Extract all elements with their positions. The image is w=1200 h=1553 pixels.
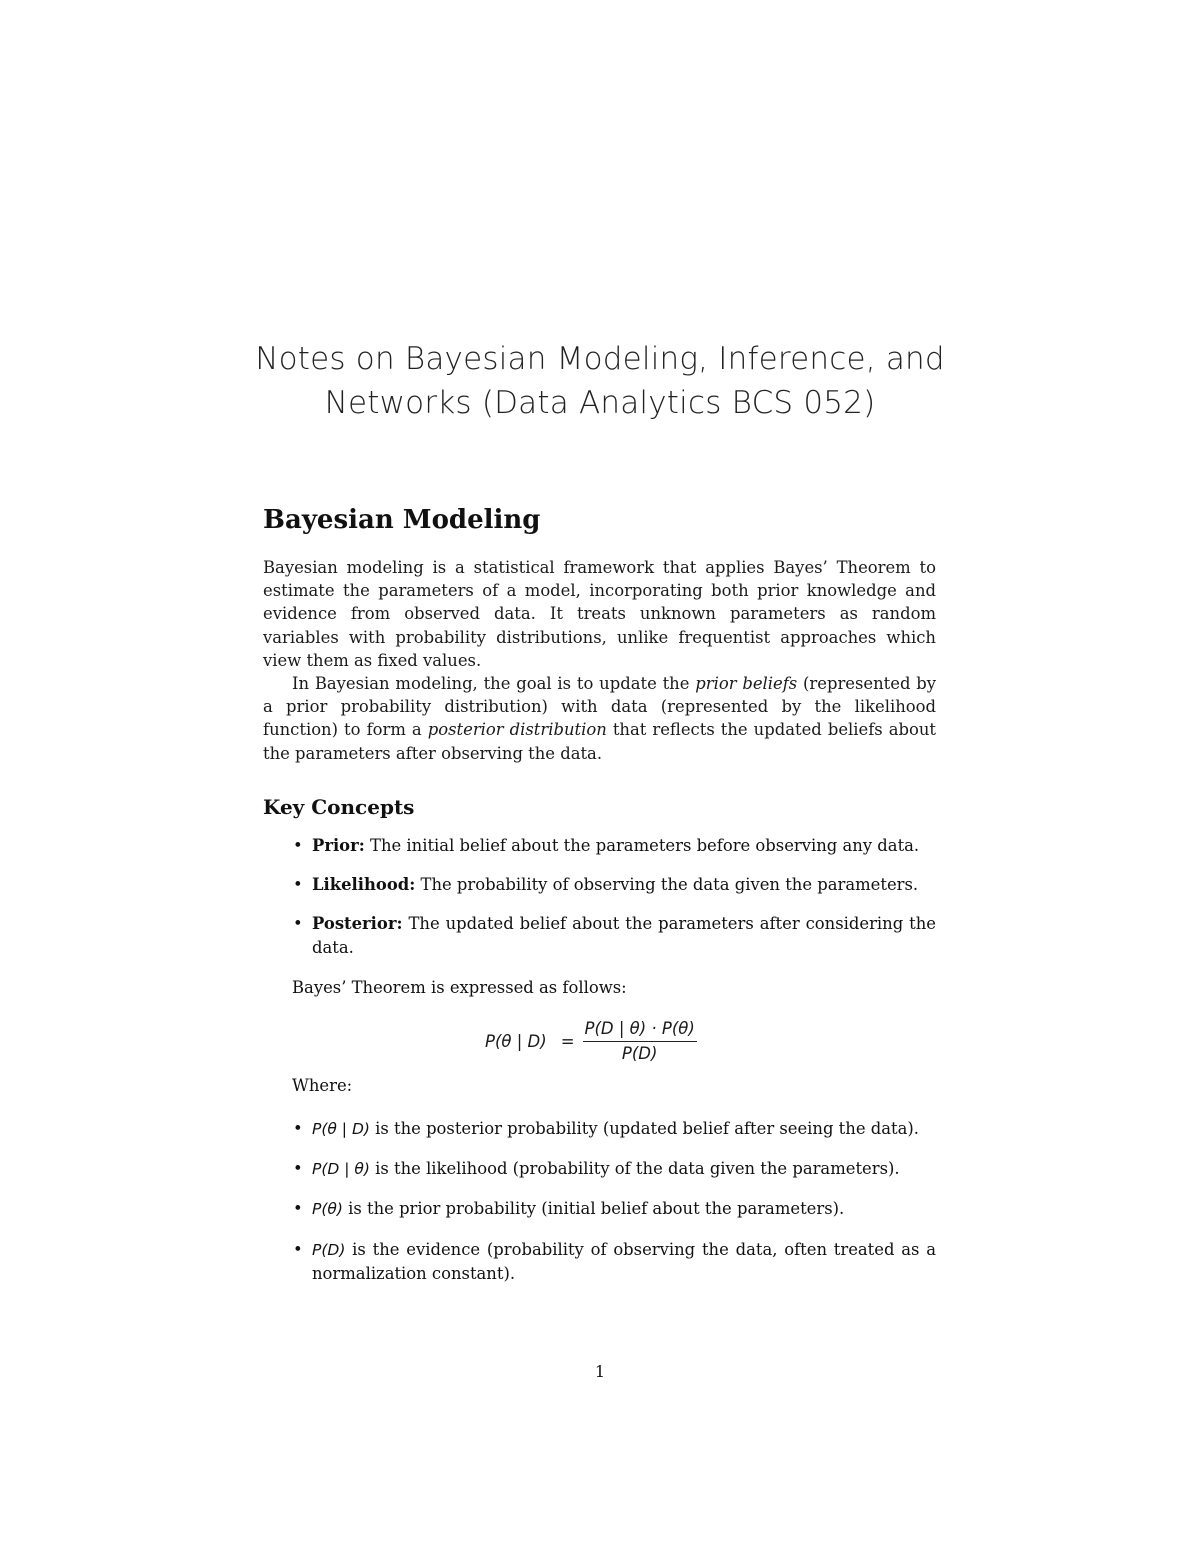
definition-math: P(D | θ) xyxy=(312,1160,370,1179)
list-item xyxy=(263,1117,936,1141)
intro-text xyxy=(263,556,936,765)
formula-lhs: P(θ | D) xyxy=(485,1031,547,1051)
formula-denominator: P(D) xyxy=(621,1044,658,1064)
bayes-formula xyxy=(485,1019,697,1063)
concept-text: The updated belief about the parameters after considering the data. xyxy=(312,914,936,957)
title-line-2: Networks (Data Analytics BCS 052) xyxy=(324,384,876,421)
formula-fraction xyxy=(583,1019,697,1063)
emphasis-posterior-distribution: posterior distribution xyxy=(427,720,607,740)
document-title xyxy=(200,337,1000,425)
bullet-icon: • xyxy=(293,1199,303,1219)
definition-text: is the evidence (probability of observing the data, often treated as a normalization constant). xyxy=(312,1239,936,1283)
intro-paragraph-2 xyxy=(263,672,936,765)
definition-text: is the likelihood (probability of the data given the parameters). xyxy=(369,1159,900,1179)
subsection-heading-key-concepts: Key Concepts xyxy=(263,795,415,819)
definition-math: P(θ | D) xyxy=(312,1120,370,1138)
list-item xyxy=(263,873,936,896)
definition-text: is the posterior probability (updated belief after seeing the data). xyxy=(369,1119,919,1138)
where-label: Where: xyxy=(292,1076,353,1095)
bullet-icon: • xyxy=(293,836,303,855)
concept-term: Posterior: xyxy=(312,914,403,934)
concept-text: The initial belief about the parameters before observing any data. xyxy=(364,836,920,855)
definitions-list xyxy=(263,1117,936,1301)
para2-text-a: In Bayesian modeling, the goal is to update the xyxy=(292,674,696,694)
list-item xyxy=(263,834,936,857)
formula-equals: = xyxy=(560,1031,575,1051)
para2-text-b: (represented by a prior probability distribution) with data (represented by the likelihood function) to form a xyxy=(263,674,937,740)
title-line-1: Notes on Bayesian Modeling, Inference, and xyxy=(255,340,945,377)
emphasis-prior-beliefs: prior beliefs xyxy=(695,674,798,694)
definition-text: is the prior probability (initial belief about the parameters). xyxy=(342,1199,845,1219)
concept-text: The probability of observing the data given the parameters. xyxy=(415,875,919,895)
bayes-theorem-intro: Bayes’ Theorem is expressed as follows: xyxy=(292,978,627,997)
bullet-icon: • xyxy=(293,1159,303,1179)
para2-text-c: that reflects the updated beliefs about the parameters after observing the data. xyxy=(263,720,937,763)
bullet-icon: • xyxy=(293,875,303,895)
bullet-icon: • xyxy=(293,1239,303,1259)
formula-numerator: P(D | θ) · P(θ) xyxy=(584,1019,695,1038)
section-heading-bayesian-modeling: Bayesian Modeling xyxy=(263,505,541,535)
key-concepts-list xyxy=(263,834,936,975)
list-item xyxy=(263,1197,936,1221)
concept-term: Likelihood: xyxy=(312,875,416,895)
bullet-icon: • xyxy=(293,1119,303,1138)
definition-math: P(θ) xyxy=(312,1200,343,1219)
definition-math: P(D) xyxy=(312,1240,346,1259)
concept-term: Prior: xyxy=(312,836,365,855)
list-item xyxy=(263,912,936,958)
list-item xyxy=(263,1157,936,1181)
bullet-icon: • xyxy=(293,914,303,934)
list-item xyxy=(263,1238,936,1285)
intro-paragraph-1: Bayesian modeling is a statistical framework that applies Bayes’ Theorem to estimate the parameters of a model, incorporating both prior knowledge and evidence from observed data. It treats unknown parameters as random variables with probability distributions, unlike frequentist approaches which view them as fixed values. xyxy=(263,558,936,670)
page-number: 1 xyxy=(594,1362,606,1381)
